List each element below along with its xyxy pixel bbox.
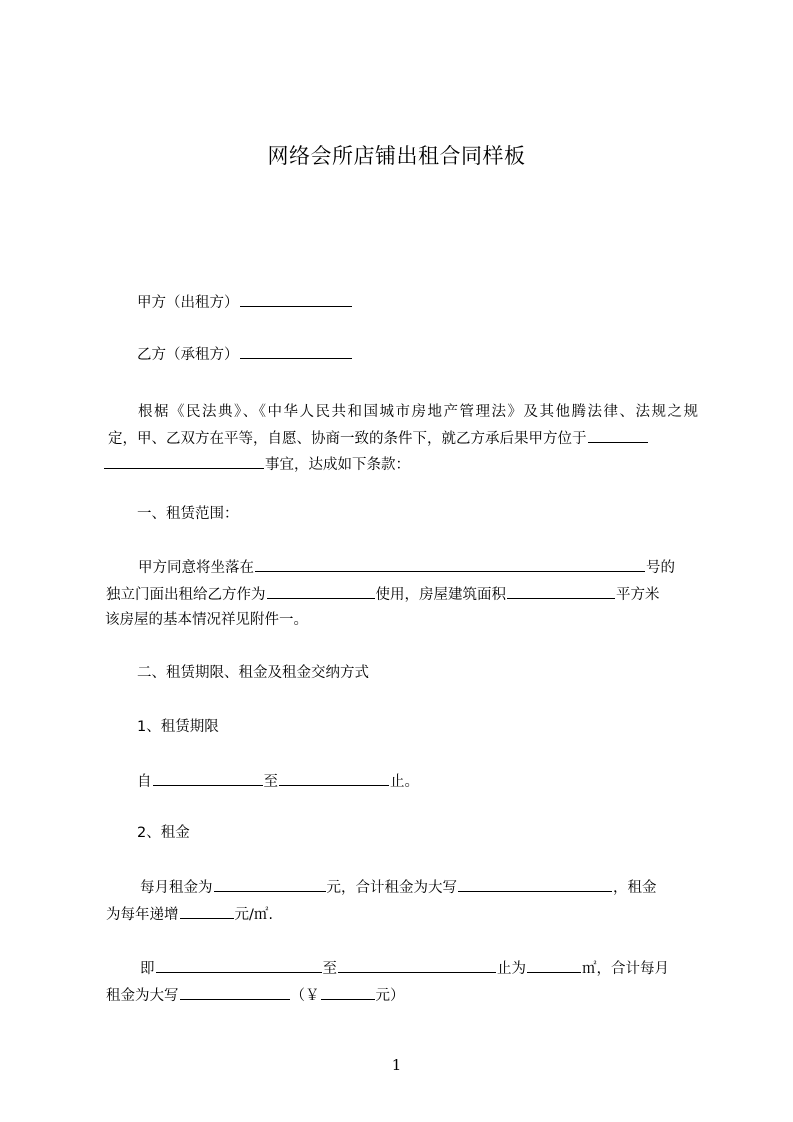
currency-open: （￥	[290, 988, 320, 1004]
term-start-blank[interactable]	[153, 771, 263, 786]
monthly-total-blank[interactable]	[180, 985, 290, 1000]
section-1-line-1-suffix: 号的	[646, 560, 675, 576]
section-1-line-1-prefix: 甲方同意将坐落在	[138, 560, 254, 576]
monthly-rent-label: 每月租金为	[140, 880, 213, 896]
usage-blank[interactable]	[267, 584, 375, 599]
term-line	[137, 771, 419, 792]
area-label: 使用，房屋建筑面积	[375, 587, 506, 603]
period-start-label: 即	[140, 961, 155, 977]
location-blank-1[interactable]	[588, 428, 648, 443]
annual-increase-blank[interactable]	[180, 904, 234, 919]
term-end-label: 止。	[390, 774, 419, 790]
subsection-rent-heading: 2、租金	[137, 825, 190, 841]
preamble-line-3-text: 事宜，达成如下条款：	[265, 457, 410, 473]
party-b-blank[interactable]	[240, 344, 352, 359]
area-blank[interactable]	[507, 584, 615, 599]
usage-label: 独立门面出租给乙方作为	[106, 587, 266, 603]
monthly-total-label: 租金为大写	[106, 988, 179, 1004]
period-end-label: 止为	[497, 961, 526, 977]
area-unit: 平方米	[616, 587, 660, 603]
rent-line-4	[106, 985, 405, 1006]
rent-label: ，租金	[613, 880, 657, 896]
party-b-line	[137, 344, 353, 365]
section-1-line-3: 该房屋的基本情况祥见附件一。	[105, 612, 308, 628]
page-number: 1	[391, 1056, 402, 1074]
total-rent-label: 元，合计租金为大写	[326, 880, 457, 896]
total-rent-blank[interactable]	[458, 877, 612, 892]
preamble-line-2	[108, 428, 649, 449]
monthly-total-amount-blank[interactable]	[321, 985, 375, 1000]
party-b-label: 乙方（承租方）	[137, 347, 239, 363]
preamble-line-2-text: 定，甲、乙双方在平等，自愿、协商一致的条件下，就乙方承后果甲方位于	[108, 431, 587, 447]
annual-increase-label: 为每年递增	[106, 907, 179, 923]
document-title: 网络会所店铺出租合同样板	[267, 144, 526, 168]
annual-increase-unit: 元/㎡.	[234, 907, 273, 923]
period-end-blank[interactable]	[338, 958, 496, 973]
party-a-line	[137, 292, 353, 313]
preamble-line-1: 根椐《民法典》、《中华人民共和国城市房地产管理法》及其他腾法律、法规之规	[138, 404, 698, 420]
rent-line-1	[140, 877, 657, 898]
location-blank-2[interactable]	[104, 454, 264, 469]
section-1-line-2	[106, 584, 660, 605]
period-area-blank[interactable]	[527, 958, 581, 973]
rent-line-2	[106, 904, 273, 925]
rent-line-3	[140, 958, 669, 979]
subsection-term-heading: 1、租赁期限	[137, 719, 219, 735]
currency-close: 元）	[375, 988, 405, 1004]
party-a-blank[interactable]	[240, 292, 352, 307]
period-start-blank[interactable]	[156, 958, 322, 973]
period-area-unit: ㎡，合计每月	[582, 961, 669, 977]
term-from-label: 自	[137, 774, 152, 790]
term-to-label: 至	[263, 774, 278, 790]
preamble-line-3	[104, 454, 410, 475]
party-a-label: 甲方（出租方）	[137, 295, 239, 311]
section-1-heading: 一、租赁范围：	[137, 506, 239, 522]
section-2-heading: 二、租赁期限、租金及租金交纳方式	[137, 665, 369, 681]
period-to-label: 至	[322, 961, 337, 977]
address-blank[interactable]	[255, 557, 645, 572]
monthly-rent-blank[interactable]	[214, 877, 326, 892]
section-1-line-1	[138, 557, 675, 578]
term-end-blank[interactable]	[279, 771, 389, 786]
